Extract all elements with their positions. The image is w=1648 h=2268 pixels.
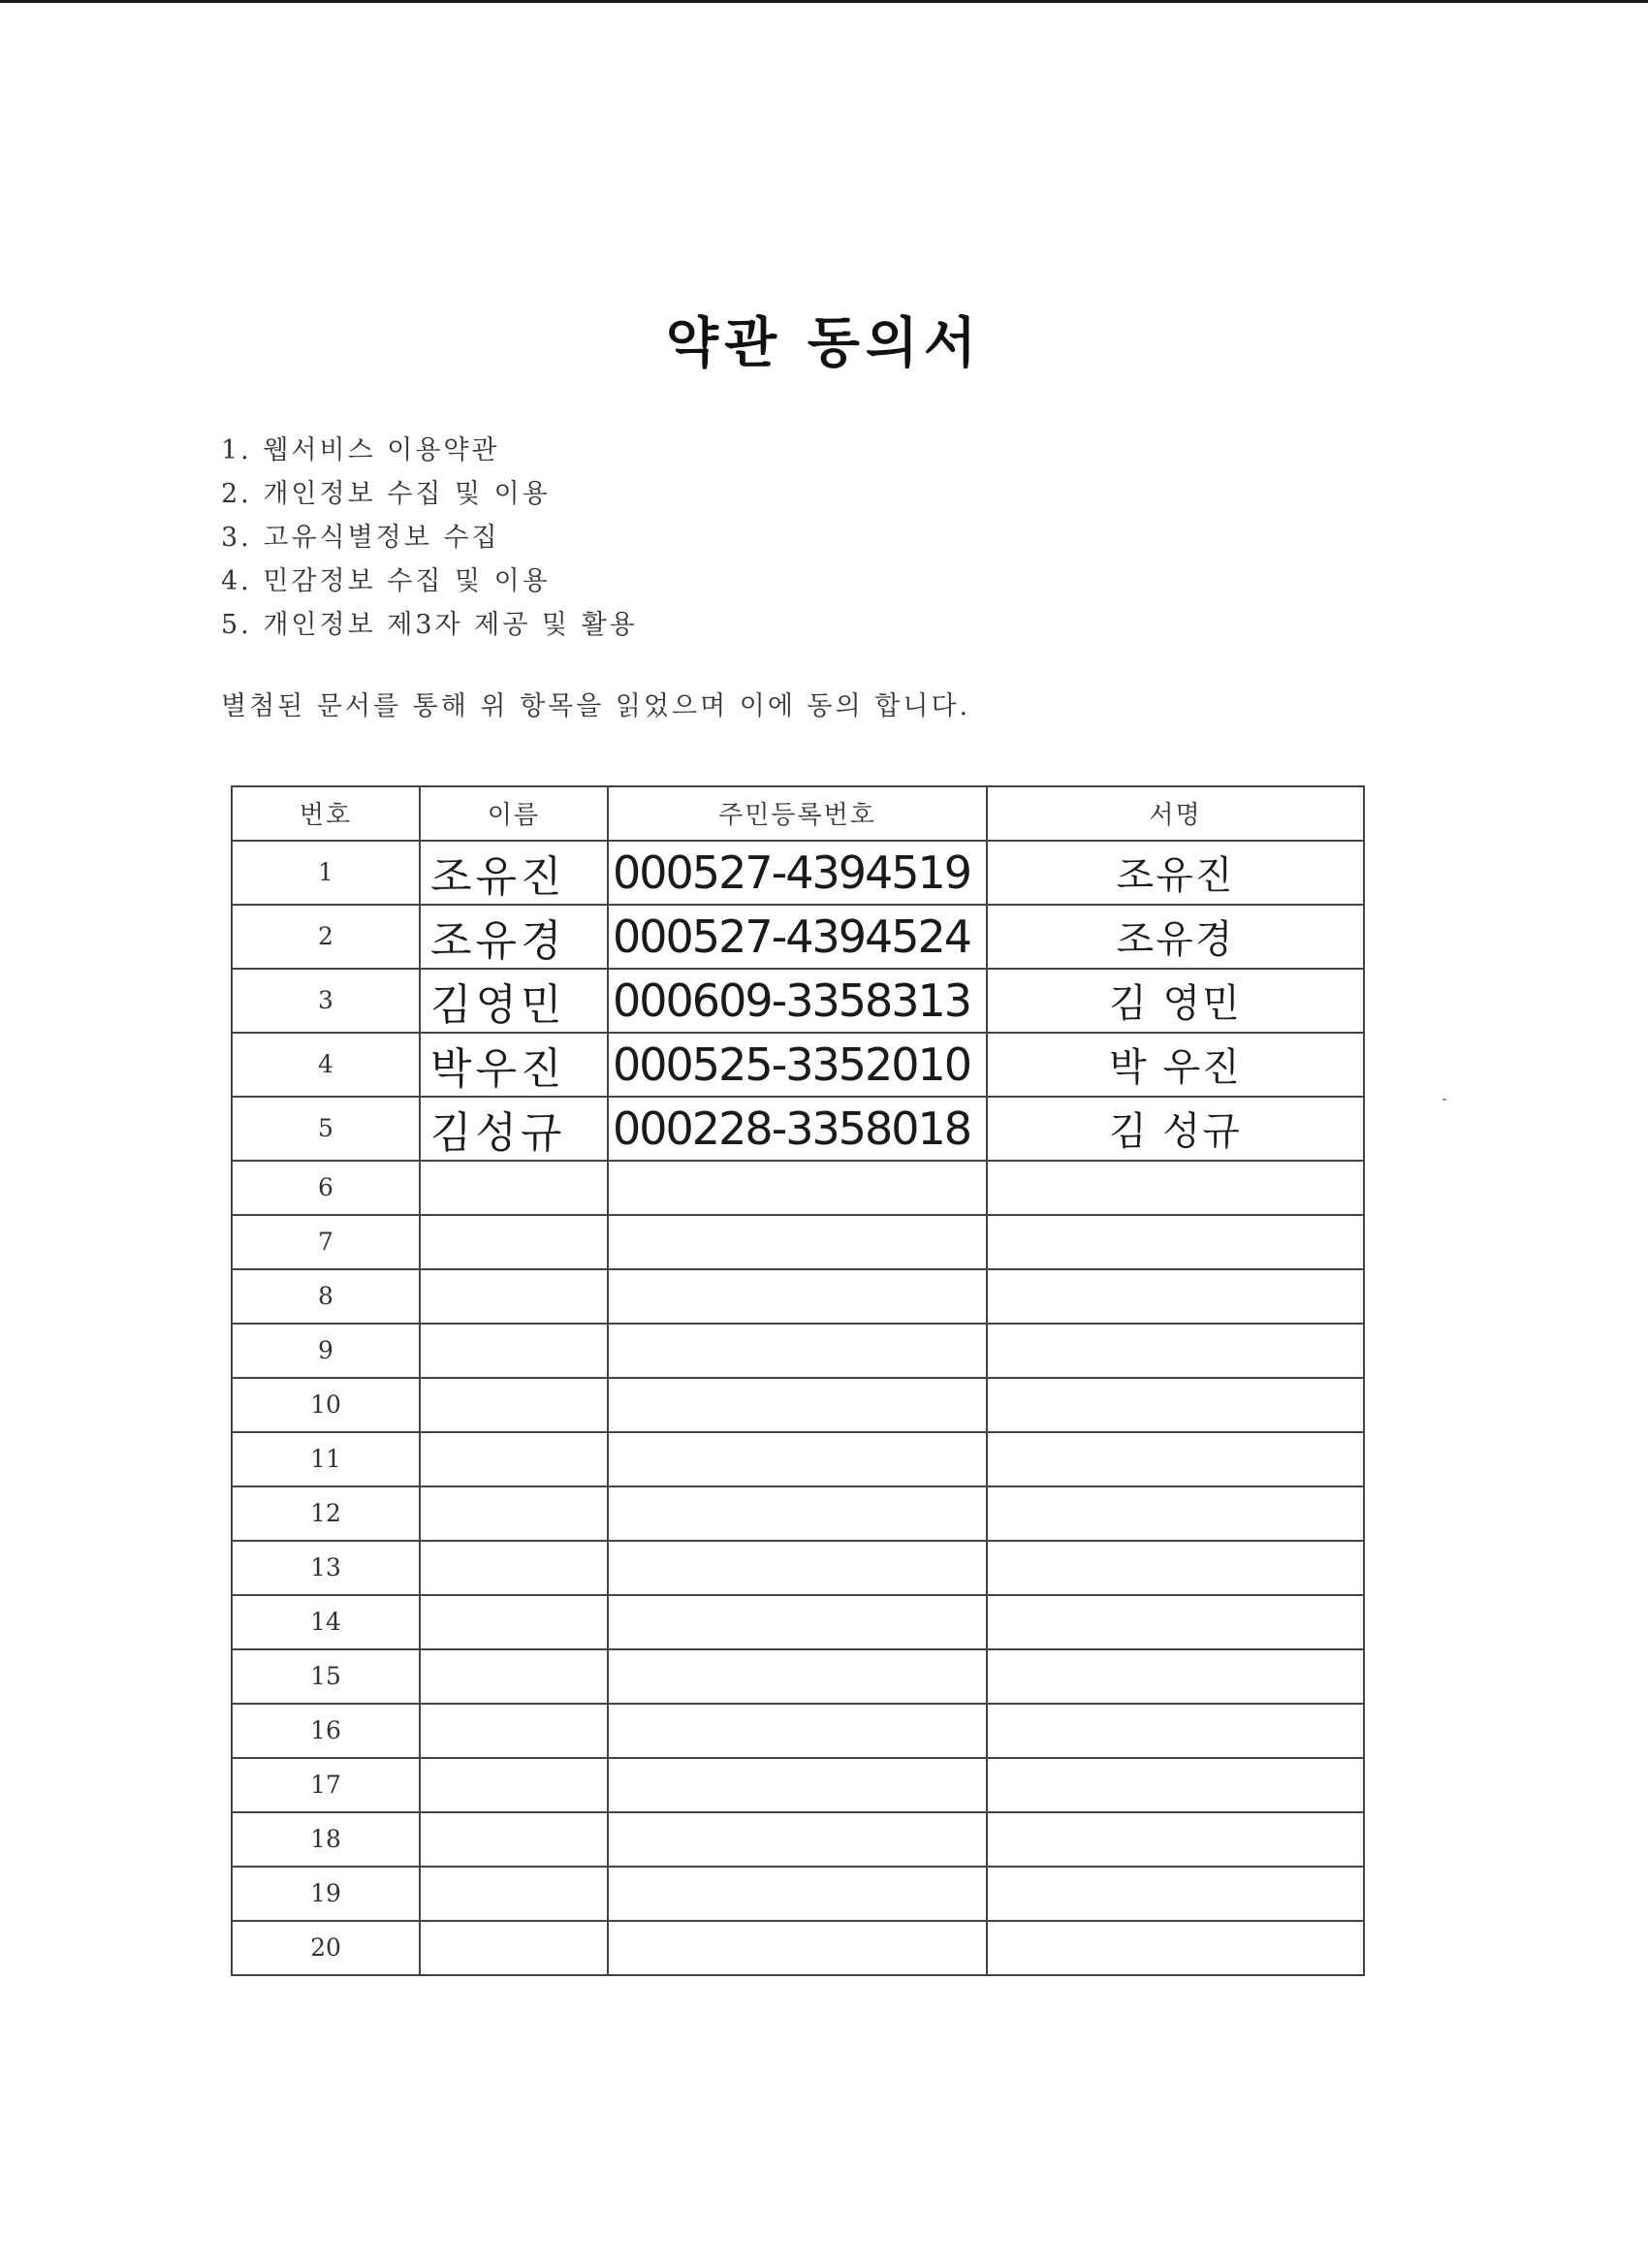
handwritten-resident-id: 000609-3358313 bbox=[613, 974, 971, 1027]
table-row bbox=[232, 1812, 1364, 1867]
handwritten-signature-cell bbox=[987, 841, 1364, 905]
table-row bbox=[232, 1378, 1364, 1432]
handwritten-signature-cell bbox=[987, 1432, 1364, 1486]
consent-statement: 별첨된 문서를 통해 위 항목을 읽었으며 이에 동의 합니다. bbox=[221, 691, 971, 721]
handwritten-resident-id-cell bbox=[608, 1595, 987, 1649]
table-row bbox=[232, 1215, 1364, 1269]
handwritten-resident-id bbox=[609, 1433, 613, 1485]
handwritten-resident-id-cell bbox=[608, 1649, 987, 1704]
handwritten-resident-id bbox=[609, 1650, 613, 1703]
row-number-cell bbox=[232, 1758, 420, 1812]
row-number: 5 bbox=[318, 1114, 333, 1142]
handwritten-signature-cell bbox=[987, 969, 1364, 1033]
handwritten-resident-id bbox=[609, 1487, 613, 1540]
handwritten-name bbox=[421, 1326, 430, 1375]
handwritten-resident-id bbox=[609, 1596, 613, 1648]
row-number: 20 bbox=[310, 1933, 341, 1962]
handwritten-name-cell bbox=[420, 905, 608, 969]
row-number: 3 bbox=[318, 986, 333, 1014]
row-number-cell bbox=[232, 1812, 420, 1867]
row-number: 6 bbox=[318, 1173, 333, 1201]
terms-item-2: 2. 개인정보 수집 및 이용 bbox=[221, 479, 551, 509]
row-number: 18 bbox=[310, 1825, 341, 1853]
handwritten-signature-cell bbox=[987, 1215, 1364, 1269]
handwritten-resident-id-cell bbox=[608, 1812, 987, 1867]
handwritten-signature-cell bbox=[987, 1161, 1364, 1215]
handwritten-signature: 박 우진 bbox=[1109, 1045, 1242, 1090]
handwritten-resident-id bbox=[609, 1216, 613, 1268]
handwritten-resident-id-cell bbox=[608, 1432, 987, 1486]
consent-table bbox=[231, 785, 1365, 1976]
handwritten-name-cell bbox=[420, 841, 608, 905]
handwritten-resident-id-cell bbox=[608, 1704, 987, 1758]
handwritten-name-cell bbox=[420, 1215, 608, 1269]
handwritten-signature-cell bbox=[987, 1097, 1364, 1161]
table-row bbox=[232, 1758, 1364, 1812]
terms-item-4: 4. 민감정보 수집 및 이용 bbox=[221, 566, 551, 596]
table-row bbox=[232, 841, 1364, 905]
handwritten-name bbox=[421, 1543, 430, 1592]
row-number: 14 bbox=[310, 1608, 341, 1636]
handwritten-resident-id bbox=[609, 1705, 613, 1757]
handwritten-signature: 조유진 bbox=[1116, 853, 1235, 898]
document-title: 약관 동의서 bbox=[666, 310, 982, 375]
handwritten-name-cell bbox=[420, 1097, 608, 1161]
row-number: 16 bbox=[310, 1716, 341, 1744]
terms-list bbox=[221, 429, 638, 647]
table-row bbox=[232, 1486, 1364, 1541]
handwritten-resident-id-cell bbox=[608, 1541, 987, 1595]
row-number: 19 bbox=[310, 1879, 341, 1907]
row-number-cell bbox=[232, 1215, 420, 1269]
handwritten-name-cell bbox=[420, 1486, 608, 1541]
scan-speck bbox=[1442, 1099, 1446, 1101]
row-number-cell bbox=[232, 841, 420, 905]
handwritten-signature-cell bbox=[987, 1378, 1364, 1432]
handwritten-resident-id bbox=[609, 1813, 613, 1866]
handwritten-name-cell bbox=[420, 1324, 608, 1378]
handwritten-name: 조유경 bbox=[430, 915, 566, 966]
handwritten-resident-id-cell bbox=[608, 1486, 987, 1541]
handwritten-resident-id bbox=[609, 1325, 613, 1377]
row-number-cell bbox=[232, 1378, 420, 1432]
handwritten-resident-id-cell bbox=[608, 841, 987, 905]
handwritten-signature-cell bbox=[987, 1649, 1364, 1704]
handwritten-name bbox=[421, 1163, 430, 1212]
handwritten-signature-cell bbox=[987, 1033, 1364, 1097]
handwritten-resident-id bbox=[609, 1379, 613, 1431]
row-number: 13 bbox=[310, 1553, 341, 1581]
row-number: 7 bbox=[318, 1228, 333, 1256]
handwritten-name bbox=[421, 1814, 430, 1864]
handwritten-resident-id: 000525-3352010 bbox=[613, 1038, 971, 1091]
row-number-cell bbox=[232, 1541, 420, 1595]
handwritten-name bbox=[421, 1597, 430, 1646]
handwritten-name bbox=[421, 1869, 430, 1918]
terms-item-5: 5. 개인정보 제3자 제공 및 활용 bbox=[221, 610, 638, 640]
row-number: 1 bbox=[318, 858, 333, 886]
row-number-cell bbox=[232, 905, 420, 969]
table-row bbox=[232, 1921, 1364, 1975]
handwritten-signature-cell bbox=[987, 1867, 1364, 1921]
handwritten-name-cell bbox=[420, 1033, 608, 1097]
handwritten-resident-id: 000527-4394524 bbox=[613, 910, 971, 963]
handwritten-signature-cell bbox=[987, 1541, 1364, 1595]
handwritten-signature: 조유경 bbox=[1116, 917, 1235, 962]
row-number-cell bbox=[232, 1867, 420, 1921]
table-row bbox=[232, 1033, 1364, 1097]
table-row bbox=[232, 969, 1364, 1033]
handwritten-name: 박우진 bbox=[430, 1043, 566, 1094]
table-row bbox=[232, 1704, 1364, 1758]
row-number-cell bbox=[232, 969, 420, 1033]
handwritten-name-cell bbox=[420, 1595, 608, 1649]
handwritten-resident-id-cell bbox=[608, 1758, 987, 1812]
handwritten-name: 김성규 bbox=[430, 1107, 566, 1158]
handwritten-resident-id-cell bbox=[608, 1033, 987, 1097]
handwritten-name-cell bbox=[420, 1812, 608, 1867]
handwritten-name-cell bbox=[420, 1269, 608, 1324]
row-number: 4 bbox=[318, 1050, 333, 1078]
handwritten-name bbox=[421, 1271, 430, 1321]
handwritten-resident-id-cell bbox=[608, 969, 987, 1033]
handwritten-name-cell bbox=[420, 1432, 608, 1486]
handwritten-resident-id-cell bbox=[608, 905, 987, 969]
row-number-cell bbox=[232, 1269, 420, 1324]
handwritten-name-cell bbox=[420, 1378, 608, 1432]
handwritten-signature-cell bbox=[987, 1704, 1364, 1758]
table-header-row bbox=[232, 786, 1364, 841]
handwritten-signature: 김 영민 bbox=[1109, 981, 1242, 1026]
row-number: 15 bbox=[310, 1662, 341, 1690]
scan-top-edge bbox=[0, 0, 1648, 3]
row-number-cell bbox=[232, 1432, 420, 1486]
table-row bbox=[232, 1269, 1364, 1324]
handwritten-signature-cell bbox=[987, 905, 1364, 969]
table-row bbox=[232, 905, 1364, 969]
handwritten-resident-id: 000527-4394519 bbox=[613, 846, 971, 899]
handwritten-resident-id-cell bbox=[608, 1324, 987, 1378]
handwritten-name-cell bbox=[420, 1541, 608, 1595]
handwritten-resident-id bbox=[609, 1162, 613, 1214]
handwritten-name-cell bbox=[420, 1921, 608, 1975]
handwritten-name bbox=[421, 1434, 430, 1484]
row-number-cell bbox=[232, 1921, 420, 1975]
row-number-cell bbox=[232, 1704, 420, 1758]
handwritten-name bbox=[421, 1923, 430, 1972]
header-resident-id: 주민등록번호 bbox=[608, 786, 987, 841]
row-number-cell bbox=[232, 1324, 420, 1378]
row-number: 12 bbox=[310, 1499, 341, 1527]
table-row bbox=[232, 1161, 1364, 1215]
header-signature: 서명 bbox=[987, 786, 1364, 841]
handwritten-name: 김영민 bbox=[430, 979, 566, 1030]
row-number-cell bbox=[232, 1649, 420, 1704]
table-row bbox=[232, 1649, 1364, 1704]
handwritten-name-cell bbox=[420, 1704, 608, 1758]
handwritten-name bbox=[421, 1706, 430, 1755]
handwritten-signature: 김 성규 bbox=[1109, 1109, 1242, 1154]
row-number-cell bbox=[232, 1033, 420, 1097]
handwritten-signature-cell bbox=[987, 1269, 1364, 1324]
handwritten-signature-cell bbox=[987, 1921, 1364, 1975]
handwritten-resident-id bbox=[609, 1759, 613, 1811]
table-row bbox=[232, 1867, 1364, 1921]
table-row bbox=[232, 1097, 1364, 1161]
handwritten-resident-id-cell bbox=[608, 1097, 987, 1161]
row-number: 2 bbox=[318, 922, 333, 950]
handwritten-resident-id bbox=[609, 1868, 613, 1920]
handwritten-name-cell bbox=[420, 1758, 608, 1812]
handwritten-resident-id-cell bbox=[608, 1867, 987, 1921]
handwritten-signature-cell bbox=[987, 1595, 1364, 1649]
handwritten-signature-cell bbox=[987, 1758, 1364, 1812]
header-name: 이름 bbox=[420, 786, 608, 841]
handwritten-name bbox=[421, 1217, 430, 1266]
terms-item-1: 1. 웹서비스 이용약관 bbox=[221, 435, 500, 465]
row-number-cell bbox=[232, 1595, 420, 1649]
handwritten-name-cell bbox=[420, 1649, 608, 1704]
handwritten-resident-id: 000228-3358018 bbox=[613, 1102, 971, 1155]
row-number-cell bbox=[232, 1161, 420, 1215]
handwritten-name bbox=[421, 1488, 430, 1538]
handwritten-signature-cell bbox=[987, 1324, 1364, 1378]
handwritten-name bbox=[421, 1760, 430, 1809]
handwritten-resident-id bbox=[609, 1270, 613, 1323]
row-number: 17 bbox=[310, 1771, 341, 1799]
row-number: 8 bbox=[318, 1282, 333, 1310]
handwritten-name-cell bbox=[420, 1161, 608, 1215]
header-number: 번호 bbox=[232, 786, 420, 841]
handwritten-name-cell bbox=[420, 969, 608, 1033]
handwritten-resident-id-cell bbox=[608, 1269, 987, 1324]
handwritten-resident-id-cell bbox=[608, 1161, 987, 1215]
row-number-cell bbox=[232, 1097, 420, 1161]
handwritten-resident-id bbox=[609, 1542, 613, 1594]
handwritten-resident-id-cell bbox=[608, 1215, 987, 1269]
handwritten-resident-id-cell bbox=[608, 1921, 987, 1975]
handwritten-signature-cell bbox=[987, 1812, 1364, 1867]
handwritten-name-cell bbox=[420, 1867, 608, 1921]
handwritten-resident-id bbox=[609, 1922, 613, 1974]
handwritten-name bbox=[421, 1380, 430, 1429]
table-body bbox=[232, 841, 1364, 1975]
handwritten-signature-cell bbox=[987, 1486, 1364, 1541]
handwritten-name bbox=[421, 1651, 430, 1701]
row-number: 11 bbox=[310, 1445, 341, 1473]
handwritten-resident-id-cell bbox=[608, 1378, 987, 1432]
table-row bbox=[232, 1432, 1364, 1486]
terms-item-3: 3. 고유식별정보 수집 bbox=[221, 523, 500, 553]
handwritten-name: 조유진 bbox=[430, 851, 566, 902]
table-row bbox=[232, 1324, 1364, 1378]
table-row bbox=[232, 1541, 1364, 1595]
row-number-cell bbox=[232, 1486, 420, 1541]
row-number: 9 bbox=[318, 1336, 333, 1364]
table-row bbox=[232, 1595, 1364, 1649]
row-number: 10 bbox=[310, 1390, 341, 1419]
